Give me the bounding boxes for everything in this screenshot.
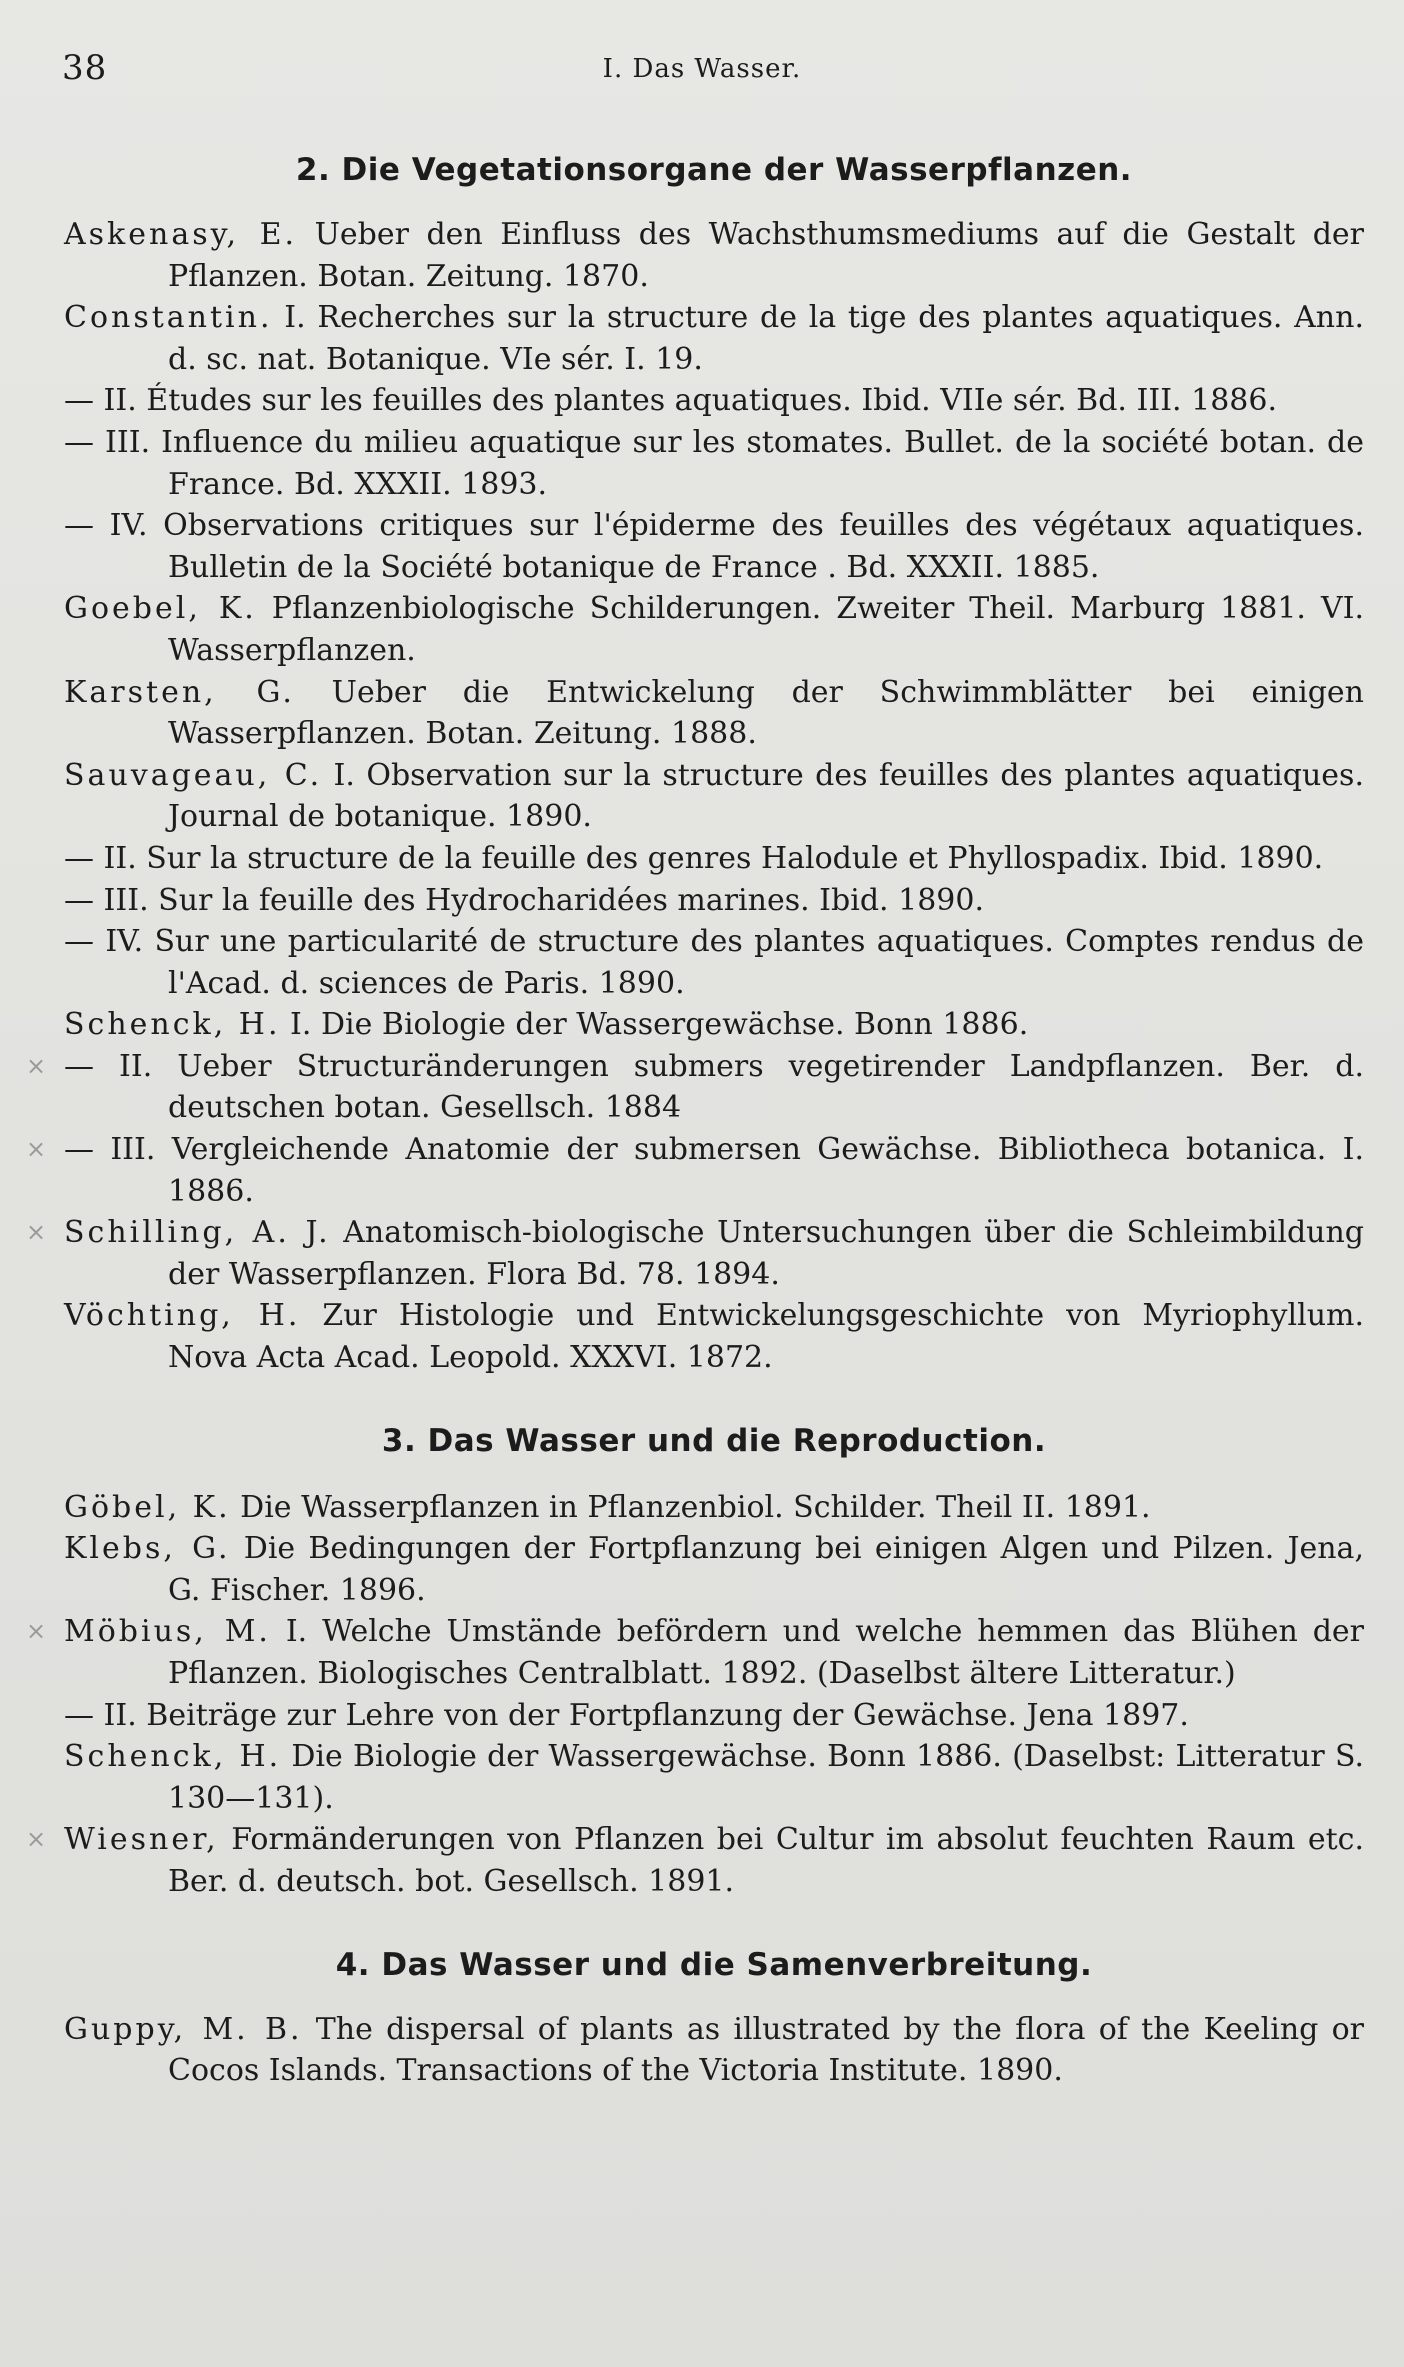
bibliography-section (26, 1422, 1364, 1903)
reference-text: Die Wasserpflanzen in Pflanzenbiol. Schilder. Theil II. 1891. (230, 1489, 1151, 1525)
reference-entry (64, 2009, 1364, 2092)
reference-author: Askenasy, E. (64, 217, 298, 252)
reference-entry (64, 880, 1364, 922)
margin-mark: × (26, 1051, 47, 1080)
reference-text: — IV. Observations critiques sur l'épiderme des feuilles des végétaux aquatiques. Bulletin de la Société botanique de France . Bd. XXXII. 1885. (64, 508, 1364, 585)
reference-author: Klebs, G. (64, 1531, 231, 1567)
page-header (62, 48, 1342, 88)
reference-author: Sauvageau, C. (64, 757, 323, 793)
reference-entry (26, 1046, 1364, 1129)
bibliography (26, 150, 1365, 2092)
section-title: 4. Das Wasser und die Samenverbreitung. (335, 1946, 1093, 1983)
reference-text: Die Biologie der Wassergewächse. Bonn 1886. (Daselbst: Litteratur S. 130—131). (168, 1739, 1364, 1816)
reference-author: Schenck, H. (64, 1739, 282, 1775)
bibliography-section (26, 152, 1365, 1379)
reference-entry (64, 921, 1364, 1004)
reference-text: Anatomisch-biologische Untersuchungen über die Schleimbildung der Wasserpflanzen. Flora Bd. 78. 1894. (168, 1215, 1364, 1292)
reference-text: — II. Ueber Structuränderungen submers vegetirender Landpflanzen. Ber. d. deutschen botan. Gesellsch. 1884 (64, 1048, 1364, 1126)
reference-text: Formänderungen von Pflanzen bei Cultur im absolut feuchten Raum etc. Ber. d. deutsch. bot. Gesellsch. 1891. (168, 1822, 1364, 1899)
reference-entry (64, 1736, 1364, 1819)
reference-text: I. Die Biologie der Wassergewächse. Bonn 1886. (280, 1007, 1029, 1043)
reference-entry (26, 1611, 1364, 1694)
reference-text: I. Recherches sur la structure de la tige des plantes aquatiques. Ann. d. sc. nat. Botanique. VIe sér. I. 19. (168, 300, 1364, 377)
margin-mark: × (26, 1135, 47, 1164)
reference-entry (64, 1004, 1364, 1046)
reference-entry (64, 380, 1364, 422)
reference-text: — III. Influence du milieu aquatique sur les stomates. Bullet. de la société botan. de France. Bd. XXXII. 1893. (64, 424, 1364, 502)
page-number: 38 (62, 48, 108, 88)
reference-author: Schenck, H. (64, 1007, 281, 1043)
reference-author: Göbel, K. (64, 1489, 231, 1525)
reference-entry (64, 505, 1364, 588)
reference-entry (64, 755, 1364, 838)
reference-entry (26, 1819, 1364, 1902)
margin-mark: × (26, 1218, 47, 1247)
reference-entry (64, 588, 1364, 671)
reference-text: — III. Sur la feuille des Hydrocharidées marines. Ibid. 1890. (64, 882, 984, 918)
reference-text: I. Observation sur la structure des feuilles des plantes aquatiques. Journal de botanique. 1890. (168, 757, 1364, 835)
reference-author: Karsten, G. (64, 674, 295, 710)
reference-entry (64, 1528, 1364, 1611)
reference-entry (26, 1129, 1364, 1212)
reference-text: Pflanzenbiologische Schilderungen. Zweiter Theil. Marburg 1881. VI. Wasserpflanzen. (168, 591, 1364, 668)
reference-author: Goebel, K. (64, 591, 257, 627)
reference-entry (64, 672, 1364, 755)
margin-mark: × (26, 1825, 47, 1854)
reference-text: I. Welche Umstände befördern und welche hemmen das Blühen der Pflanzen. Biologisches Centralblatt. 1892. (Daselbst ältere Litteratur.) (168, 1614, 1364, 1691)
reference-author: Vöchting, H. (64, 1298, 301, 1334)
reference-text: — II. Études sur les feuilles des plantes aquatiques. Ibid. VIIe sér. Bd. III. 1886. (64, 383, 1278, 419)
reference-text: Zur Histologie und Entwickelungsgeschichte von Myriophyllum. Nova Acta Acad. Leopold. XXXVI. 1872. (168, 1298, 1364, 1376)
reference-author: Möbius, M. (64, 1614, 271, 1650)
reference-entry (64, 838, 1364, 880)
reference-entry (64, 1295, 1364, 1378)
reference-text: Ueber den Einfluss des Wachsthumsmediums auf die Gestalt der Pflanzen. Botan. Zeitung. 1870. (168, 217, 1365, 294)
reference-text: Ueber die Entwickelung der Schwimmblätter bei einigen Wasserpflanzen. Botan. Zeitung. 1888. (168, 674, 1365, 752)
reference-author: Constantin. (64, 300, 273, 336)
margin-mark: × (26, 1617, 47, 1646)
reference-entry (64, 214, 1364, 297)
reference-text: The dispersal of plants as illustrated by the flora of the Keeling or Cocos Islands. Transactions of the Victoria Institute. 1890. (168, 2011, 1364, 2089)
reference-author: Schilling, A. J. (64, 1215, 331, 1251)
reference-text: — IV. Sur une particularité de structure des plantes aquatiques. Comptes rendus de l'Acad. d. sciences de Paris. 1890. (64, 924, 1364, 1001)
reference-text: — II. Beiträge zur Lehre von der Fortpflanzung der Gewächse. Jena 1897. (64, 1697, 1189, 1733)
reference-entry (64, 297, 1364, 380)
section-title: 3. Das Wasser und die Reproduction. (381, 1422, 1047, 1459)
reference-text: Die Bedingungen der Fortpflanzung bei einigen Algen und Pilzen. Jena, G. Fischer. 1896. (168, 1531, 1364, 1608)
reference-entry (64, 422, 1364, 505)
reference-author: Wiesner, (64, 1822, 219, 1858)
section-title: 2. Die Vegetationsorgane der Wasserpflanzen. (295, 152, 1133, 188)
running-head: I. Das Wasser. (602, 54, 802, 84)
reference-text: — II. Sur la structure de la feuille des genres Halodule et Phyllospadix. Ibid. 1890. (64, 840, 1324, 876)
reference-author: Guppy, M. B. (64, 2011, 303, 2047)
reference-entry (26, 1212, 1364, 1295)
reference-entry (64, 1695, 1364, 1737)
reference-entry (64, 1487, 1364, 1529)
reference-text: — III. Vergleichende Anatomie der submersen Gewächse. Bibliotheca botanica. I. 1886. (64, 1132, 1364, 1209)
bibliography-section (64, 1947, 1364, 2092)
